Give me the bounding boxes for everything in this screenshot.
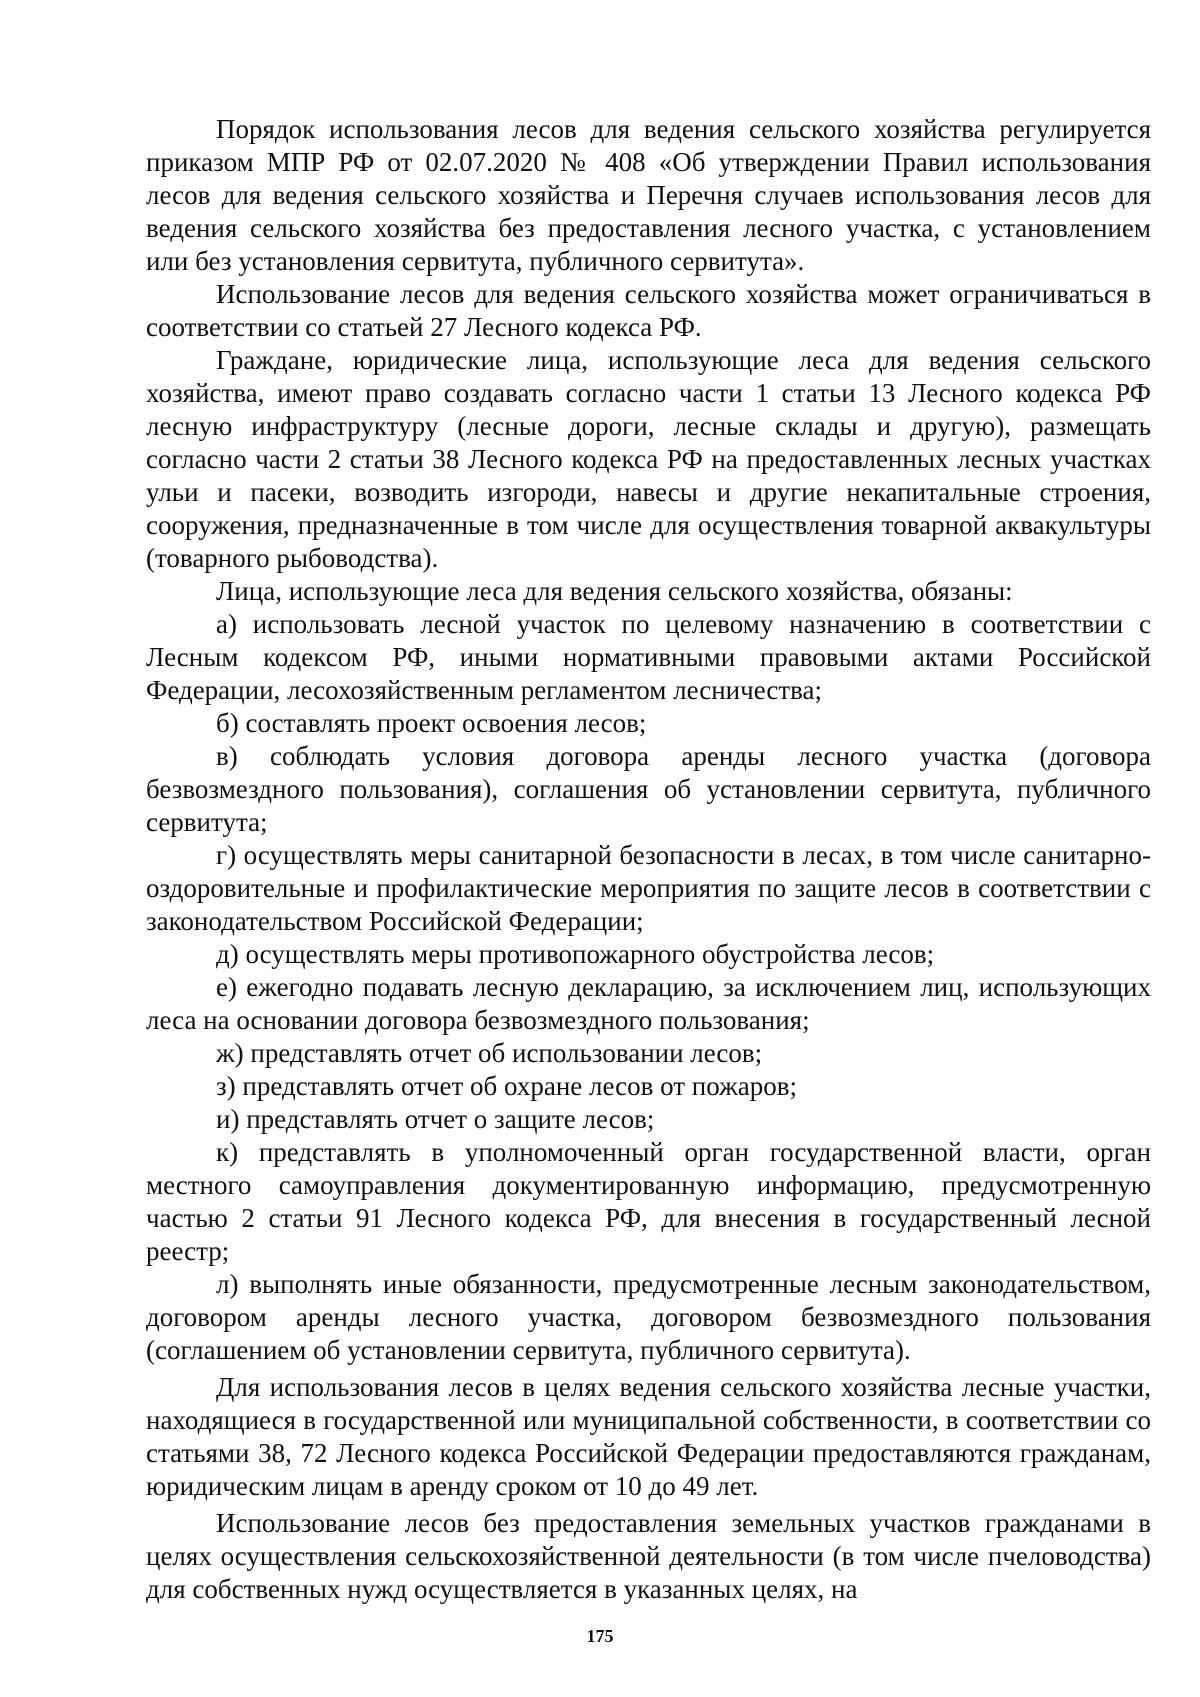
list-item-zh: ж) представлять отчет об использовании лесов; (216, 1038, 763, 1068)
paragraph-regulation-order: Порядок использования лесов для ведения сельского хозяйства регулируется приказом МПР РФ от 02.07.2020 № 408 «Об утверждении Правил использования лесов для ведения сельского хозяйства и Перечня случаев использования лесов для ведения сельского хозяйства без предоставления лесного участка, с установлением или без установления сервитута, публичного сервитута». (146, 114, 1151, 276)
paragraph-rights: Граждане, юридические лица, использующие леса для ведения сельского хозяйства, имеют право создавать согласно части 1 статьи 13 Лесного кодекса РФ лесную инфраструктуру (лесные дороги, лесные склады и другую), размещать согласно части 2 статьи 38 Лесного кодекса РФ на предоставленных лесных участках ульи и пасеки, возводить изгороди, навесы и другие некапитальные строения, сооружения, предназначенные в том числе для осуществления товарной аквакультуры (товарного рыбоводства). (146, 345, 1151, 573)
paragraph-lease-terms: Для использования лесов в целях ведения сельского хозяйства лесные участки, находящиеся в государственной или муниципальной собственности, в соответствии со статьями 38, 72 Лесного кодекса Российской Федерации предоставляются гражданам, юридическим лицам в аренду сроком от 10 до 49 лет. (146, 1372, 1151, 1501)
paragraph-usage-restriction: Использование лесов для ведения сельского хозяйства может ограничиваться в соответствии со статьей 27 Лесного кодекса РФ. (146, 279, 1151, 342)
list-item-i: и) представлять отчет о защите лесов; (216, 1104, 655, 1134)
paragraph-use-without-plots: Использование лесов без предоставления земельных участков гражданами в целях осуществления сельскохозяйственной деятельности (в том числе пчеловодства) для собственных нужд осуществляется в указанных целях, на (146, 1508, 1151, 1604)
list-item-k: к) представлять в уполномоченный орган государственной власти, орган местного самоуправления документированную информацию, предусмотренную частью 2 статьи 91 Лесного кодекса РФ, для внесения в государственный лесной реестр; (146, 1137, 1151, 1266)
page-number: 175 (586, 1626, 614, 1646)
list-item-e: е) ежегодно подавать лесную декларацию, за исключением лиц, использующих леса на основании договора безвозмездного пользования; (146, 972, 1151, 1035)
list-item-d: д) осуществлять меры противопожарного обустройства лесов; (216, 939, 935, 969)
list-item-b: б) составлять проект освоения лесов; (216, 708, 647, 738)
paragraph-obligations-intro: Лица, использующие леса для ведения сельского хозяйства, обязаны: (216, 576, 1013, 606)
list-item-l: л) выполнять иные обязанности, предусмотренные лесным законодательством, договором аренды лесного участка, договором безвозмездного пользования (соглашением об установлении сервитута, публичного сервитута). (146, 1269, 1151, 1365)
document-body (146, 113, 1151, 1606)
list-item-z: з) представлять отчет об охране лесов от пожаров; (216, 1071, 797, 1101)
list-item-g: г) осуществлять меры санитарной безопасности в лесах, в том числе санитарно-оздоровительные и профилактические мероприятия по защите лесов в соответствии с законодательством Российской Федерации; (146, 840, 1151, 936)
list-item-v: в) соблюдать условия договора аренды лесного участка (договора безвозмездного пользования), соглашения об установлении сервитута, публичного сервитута; (146, 741, 1151, 837)
list-item-a: а) использовать лесной участок по целевому назначению в соответствии с Лесным кодексом РФ, иными нормативными правовыми актами Российской Федерации, лесохозяйственным регламентом лесничества; (146, 609, 1151, 705)
